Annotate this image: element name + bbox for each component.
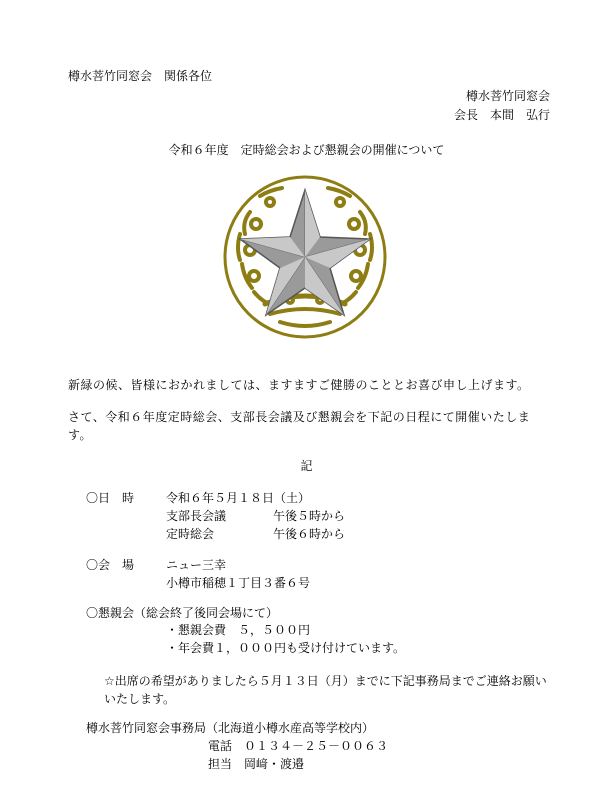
venue-name: ニュー三幸 (166, 558, 227, 572)
date-label: 〇日 時 (86, 491, 135, 505)
office-name: 樽水菩竹同窓会事務局（北海道小樽水産高等学校内） (86, 721, 375, 735)
schedule-item-time: 午後５時から (273, 509, 346, 523)
annual-fee-note: ・年会費１，０００円も受け付けています。 (166, 641, 406, 655)
schedule-item-name: 支部長会議 (166, 509, 227, 523)
schedule-item-name: 定時総会 (166, 527, 215, 541)
addressee: 樽水菩竹同窓会 関係各位 (68, 69, 213, 83)
body-paragraph-announcement: さて、令和６年度定時総会、支部長会議及び懇親会を下記の日程にて開催いたします。 (68, 410, 531, 442)
party-heading: 〇懇親会（総会終了後同会場にて） (86, 606, 279, 620)
schedule-item-time: 午後６時から (273, 527, 346, 541)
date-value: 令和６年５月１８日（土） (166, 491, 311, 505)
ki-heading: 記 (300, 459, 313, 473)
sender-name: 会長 本間 弘行 (453, 108, 550, 122)
document-title: 令和６年度 定時総会および懇親会の開催について (168, 143, 445, 157)
office-contact: 担当 岡﨑・渡邉 (208, 757, 305, 771)
party-fee: ・懇親会費 ５，５００円 (166, 623, 311, 637)
sender-organization: 樽水菩竹同窓会 (465, 89, 550, 103)
school-emblem-star-icon (220, 172, 390, 342)
attendance-note: ☆出席の希望がありましたら５月１３日（月）までに下記事務局までご連絡お願いいたします。 (104, 674, 547, 706)
venue-label: 〇会 場 (86, 558, 135, 572)
body-paragraph-greeting: 新緑の候、皆様におかれましては、ますますご健勝のこととお喜び申し上げます。 (68, 378, 530, 392)
venue-address: 小樽市稲穂１丁目３番６号 (166, 576, 311, 590)
office-phone: 電話 ０１３４－２５－００６３ (208, 739, 389, 753)
